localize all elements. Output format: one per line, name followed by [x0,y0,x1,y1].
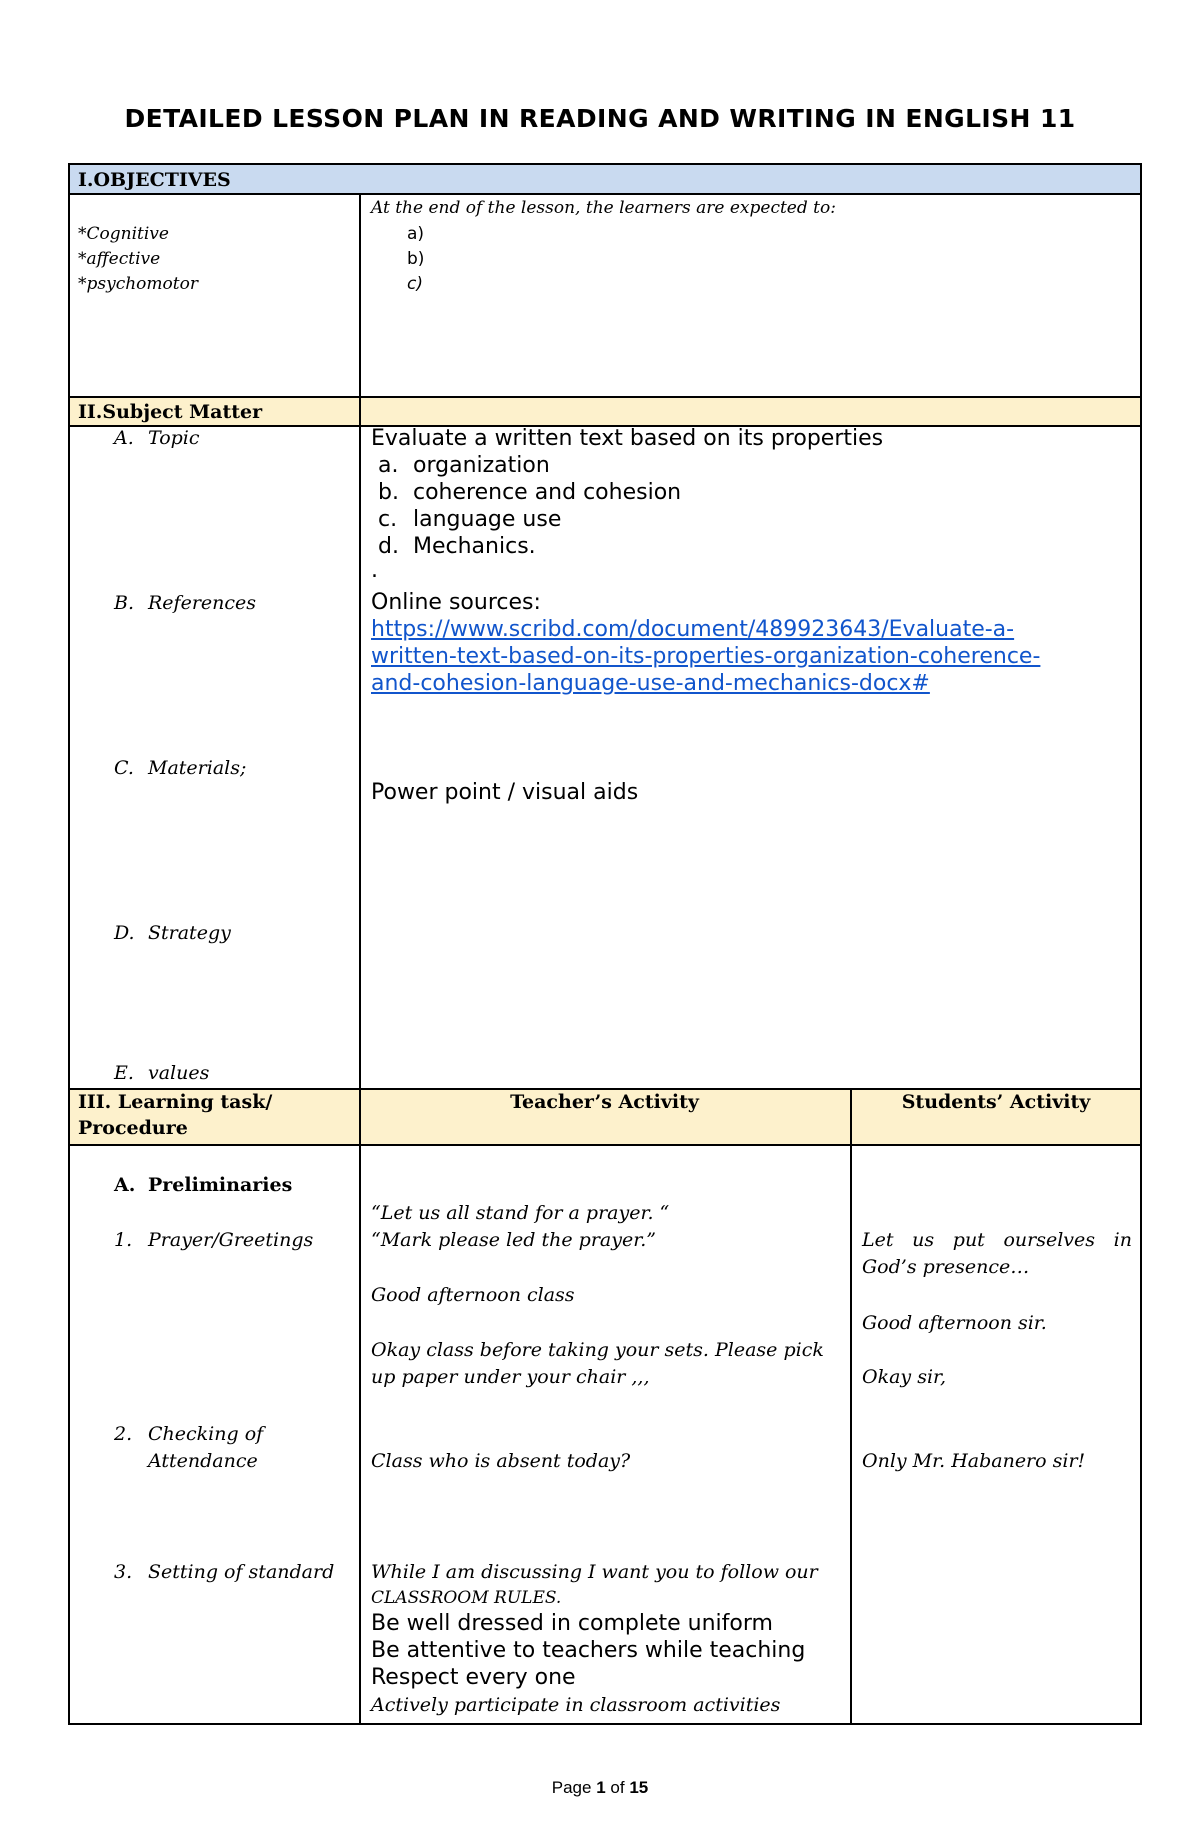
topic-item-marker: c. [378,507,398,532]
topic-item-marker: d. [378,534,399,559]
teacher-line: “Mark please led the prayer.” [371,1229,656,1251]
references-intro: Online sources: [371,590,541,615]
objectives-intro: At the end of the lesson, the learners are expected to: [371,198,836,218]
objective-domain-psychomotor: *psychomotor [78,274,198,294]
step-label: 2. [114,1423,133,1445]
rule-objectives-header [68,193,1142,195]
values-label: E. [114,1062,134,1084]
materials-name: Materials; [148,757,247,779]
objectives-header: I.OBJECTIVES [78,169,231,191]
lesson-plan-table [68,163,1142,1725]
topic-item-marker: a. [378,453,399,478]
topic-item-text: coherence and cohesion [413,480,682,505]
objective-domain-affective: *affective [78,249,161,269]
classroom-rule: Be well dressed in complete uniform [371,1611,773,1636]
topic-name: Topic [148,427,200,449]
teacher-line: Class who is absent today? [371,1450,631,1472]
objective-item-c: c) [407,274,423,294]
rule-procedure-top [68,1088,1142,1090]
step-prayer-greetings: Prayer/Greetings [148,1229,314,1251]
rule-subject-top [68,396,1142,398]
rule-procedure-header [68,1144,1142,1146]
procedure-header-line: Procedure [78,1117,188,1139]
preliminaries-name: Preliminaries [148,1174,293,1196]
step-setting-standard: Setting of standard [148,1561,335,1583]
student-line: Let us put ourselves in [862,1229,1132,1251]
objective-item-b: b) [407,249,425,269]
step-label: 1. [114,1229,133,1251]
topic-item-text: language use [413,507,562,532]
procedure-header-line: III. Learning task/ [78,1091,273,1113]
references-link-line[interactable]: and-cohesion-language-use-and-mechanics-docx# [371,671,930,696]
classroom-rule: Respect every one [371,1665,576,1690]
references-link-line[interactable]: https://www.scribd.com/document/489923643/Evaluate-a- [371,617,1015,642]
step-checking-attendance: Checking of [148,1423,264,1445]
teacher-line: Good afternoon class [371,1284,575,1306]
strategy-label: D. [114,922,135,944]
subject-matter-header: II.Subject Matter [78,401,263,423]
classroom-rule: Be attentive to teachers while teaching [371,1638,806,1663]
topic-text: Evaluate a written text based on its properties [371,426,884,451]
footer-page-number: 1 [596,1778,606,1797]
teacher-line: While I am discussing I want you to follow our [371,1561,818,1583]
materials-label: C. [114,757,134,779]
topic-label: A. [114,427,134,449]
footer-of-word: of [610,1778,625,1797]
student-line: Only Mr. Habanero sir! [862,1450,1086,1472]
teacher-line: CLASSROOM RULES. [371,1588,562,1608]
student-line: Good afternoon sir. [862,1312,1047,1334]
topic-item-text: Mechanics. [413,534,536,559]
document-title: DETAILED LESSON PLAN IN READING AND WRITING IN ENGLISH 11 [124,104,1076,133]
col-divider-students [850,1088,852,1725]
references-link-line[interactable]: written-text-based-on-its-properties-organization-coherence- [371,644,1041,669]
footer-page-word: Page [551,1778,592,1797]
page-footer [0,1778,1200,1798]
references-label: B. [114,592,135,614]
topic-item-marker: b. [378,480,399,505]
preliminaries-label: A. [114,1174,136,1196]
classroom-rule: Actively participate in classroom activities [371,1694,781,1716]
col-divider-main [359,193,361,1725]
teacher-line: up paper under your chair ,,, [371,1366,650,1388]
values-name: values [148,1062,210,1084]
topic-item-text: organization [413,453,550,478]
objective-item-a: a) [407,224,425,244]
student-activity-header: Students’ Activity [901,1091,1091,1113]
student-line: God’s presence… [862,1256,1030,1278]
teacher-line: “Let us all stand for a prayer. “ [371,1202,670,1224]
strategy-name: Strategy [148,922,231,944]
step-checking-attendance: Attendance [148,1450,258,1472]
footer-page-total: 15 [629,1778,649,1797]
objective-domain-cognitive: *Cognitive [78,224,169,244]
teacher-activity-header: Teacher’s Activity [510,1091,699,1113]
student-line: Okay sir, [862,1366,947,1388]
topic-dot: . [371,558,378,583]
references-name: References [148,592,257,614]
materials-text: Power point / visual aids [371,780,639,805]
step-label: 3. [114,1561,133,1583]
teacher-line: Okay class before taking your sets. Please pick [371,1339,824,1361]
